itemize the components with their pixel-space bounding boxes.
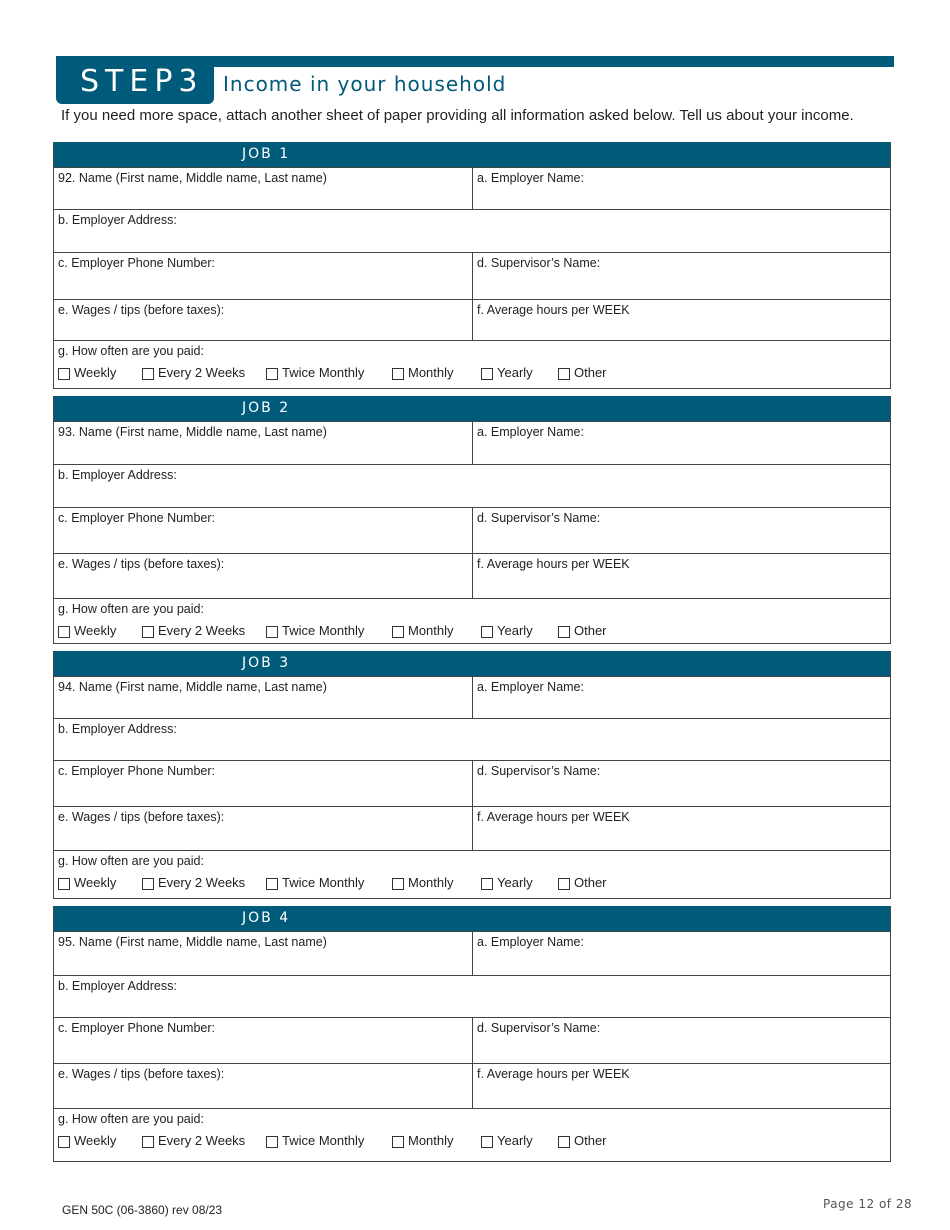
employer-name-label: a. Employer Name: [477, 680, 584, 694]
name-field[interactable] [54, 168, 473, 209]
job-header: JOB 1 [54, 142, 890, 167]
option-yearly[interactable]: Yearly [481, 623, 558, 638]
option-monthly[interactable]: Monthly [392, 1133, 481, 1148]
job-section-4 [53, 906, 891, 1162]
name-field[interactable] [54, 677, 473, 718]
option-weekly[interactable]: Weekly [58, 875, 142, 890]
option-every-2-weeks[interactable]: Every 2 Weeks [142, 365, 266, 380]
job-section-3 [53, 651, 891, 899]
wages-field[interactable] [54, 554, 473, 598]
option-twice-monthly[interactable]: Twice Monthly [266, 623, 392, 638]
option-monthly[interactable]: Monthly [392, 875, 481, 890]
employer-phone-label: c. Employer Phone Number: [58, 1021, 216, 1035]
employer-address-label: b. Employer Address: [58, 213, 177, 227]
page-number: Page 12 of 28 [823, 1197, 913, 1211]
checkbox[interactable] [142, 626, 154, 638]
name-field[interactable] [54, 422, 473, 464]
hours-label: f. Average hours per WEEK [477, 810, 630, 824]
option-every-2-weeks[interactable]: Every 2 Weeks [142, 1133, 266, 1148]
job-header: JOB 4 [54, 906, 890, 931]
option-every-2-weeks[interactable]: Every 2 Weeks [142, 875, 266, 890]
pay-frequency-label: g. How often are you paid: [58, 344, 204, 358]
pay-frequency-label: g. How often are you paid: [58, 602, 204, 616]
checkbox[interactable] [142, 368, 154, 380]
employer-phone-label: c. Employer Phone Number: [58, 256, 216, 270]
supervisor-name-field[interactable] [473, 1018, 890, 1063]
hours-label: f. Average hours per WEEK [477, 303, 630, 317]
option-monthly[interactable]: Monthly [392, 623, 481, 638]
option-yearly[interactable]: Yearly [481, 365, 558, 380]
checkbox[interactable] [58, 878, 70, 890]
checkbox[interactable] [481, 368, 493, 380]
employer-address-label: b. Employer Address: [58, 468, 177, 482]
checkbox[interactable] [558, 1136, 570, 1148]
wages-label: e. Wages / tips (before taxes): [58, 810, 225, 824]
job-header: JOB 2 [54, 396, 890, 421]
employer-phone-field[interactable] [54, 508, 473, 553]
option-other[interactable]: Other [558, 365, 607, 380]
wages-field[interactable] [54, 1064, 473, 1108]
checkbox[interactable] [558, 626, 570, 638]
name-label: 92. Name (First name, Middle name, Last name) [58, 171, 327, 185]
checkbox[interactable] [481, 878, 493, 890]
checkbox[interactable] [58, 1136, 70, 1148]
hours-field[interactable] [473, 1064, 890, 1108]
option-monthly[interactable]: Monthly [392, 365, 481, 380]
checkbox[interactable] [558, 878, 570, 890]
hours-field[interactable] [473, 554, 890, 598]
employer-phone-field[interactable] [54, 761, 473, 806]
checkbox[interactable] [142, 1136, 154, 1148]
employer-address-label: b. Employer Address: [58, 722, 177, 736]
wages-field[interactable] [54, 300, 473, 340]
employer-name-field[interactable] [473, 677, 890, 718]
form-id: GEN 50C (06-3860) rev 08/23 [62, 1203, 223, 1217]
supervisor-name-label: d. Supervisor’s Name: [477, 256, 601, 270]
instructions: If you need more space, attach another sheet of paper providing all information asked below. Tell us about your income. [61, 107, 854, 124]
job-section-2 [53, 396, 891, 644]
checkbox[interactable] [58, 626, 70, 638]
employer-address-label: b. Employer Address: [58, 979, 177, 993]
employer-name-field[interactable] [473, 168, 890, 209]
name-field[interactable] [54, 932, 473, 975]
hours-label: f. Average hours per WEEK [477, 557, 630, 571]
hours-label: f. Average hours per WEEK [477, 1067, 630, 1081]
checkbox[interactable] [392, 878, 404, 890]
name-label: 94. Name (First name, Middle name, Last name) [58, 680, 327, 694]
option-weekly[interactable]: Weekly [58, 623, 142, 638]
checkbox[interactable] [266, 626, 278, 638]
checkbox[interactable] [142, 878, 154, 890]
option-yearly[interactable]: Yearly [481, 1133, 558, 1148]
wages-field[interactable] [54, 807, 473, 850]
checkbox[interactable] [392, 626, 404, 638]
supervisor-name-field[interactable] [473, 253, 890, 299]
job-section-1 [53, 142, 891, 389]
option-twice-monthly[interactable]: Twice Monthly [266, 365, 392, 380]
employer-name-label: a. Employer Name: [477, 425, 584, 439]
employer-name-label: a. Employer Name: [477, 171, 584, 185]
option-other[interactable]: Other [558, 1133, 607, 1148]
employer-address-field[interactable] [54, 465, 890, 507]
employer-address-field[interactable] [54, 719, 890, 760]
pay-frequency-group [54, 341, 890, 388]
option-weekly[interactable]: Weekly [58, 1133, 142, 1148]
employer-name-field[interactable] [473, 932, 890, 975]
checkbox[interactable] [58, 368, 70, 380]
checkbox[interactable] [266, 878, 278, 890]
option-weekly[interactable]: Weekly [58, 365, 142, 380]
wages-label: e. Wages / tips (before taxes): [58, 303, 225, 317]
name-label: 93. Name (First name, Middle name, Last name) [58, 425, 327, 439]
option-twice-monthly[interactable]: Twice Monthly [266, 1133, 392, 1148]
employer-name-field[interactable] [473, 422, 890, 464]
employer-phone-field[interactable] [54, 253, 473, 299]
wages-label: e. Wages / tips (before taxes): [58, 1067, 225, 1081]
employer-address-field[interactable] [54, 210, 890, 252]
supervisor-name-field[interactable] [473, 508, 890, 553]
option-yearly[interactable]: Yearly [481, 875, 558, 890]
wages-label: e. Wages / tips (before taxes): [58, 557, 225, 571]
option-other[interactable]: Other [558, 623, 607, 638]
step-badge: STEP3 [56, 60, 214, 104]
checkbox[interactable] [481, 1136, 493, 1148]
hours-field[interactable] [473, 807, 890, 850]
employer-phone-label: c. Employer Phone Number: [58, 511, 216, 525]
employer-phone-field[interactable] [54, 1018, 473, 1063]
section-title: Income in your household [223, 72, 507, 96]
pay-frequency-label: g. How often are you paid: [58, 1112, 204, 1126]
supervisor-name-label: d. Supervisor’s Name: [477, 1021, 601, 1035]
employer-name-label: a. Employer Name: [477, 935, 584, 949]
checkbox[interactable] [392, 368, 404, 380]
job-header: JOB 3 [54, 651, 890, 676]
option-other[interactable]: Other [558, 875, 607, 890]
name-label: 95. Name (First name, Middle name, Last name) [58, 935, 327, 949]
option-twice-monthly[interactable]: Twice Monthly [266, 875, 392, 890]
supervisor-name-label: d. Supervisor’s Name: [477, 764, 601, 778]
checkbox[interactable] [481, 626, 493, 638]
pay-frequency-group [54, 851, 890, 898]
option-every-2-weeks[interactable]: Every 2 Weeks [142, 623, 266, 638]
checkbox[interactable] [266, 368, 278, 380]
supervisor-name-field[interactable] [473, 761, 890, 806]
employer-address-field[interactable] [54, 976, 890, 1017]
checkbox[interactable] [392, 1136, 404, 1148]
checkbox[interactable] [558, 368, 570, 380]
pay-frequency-group [54, 1109, 890, 1161]
supervisor-name-label: d. Supervisor’s Name: [477, 511, 601, 525]
checkbox[interactable] [266, 1136, 278, 1148]
employer-phone-label: c. Employer Phone Number: [58, 764, 216, 778]
pay-frequency-group [54, 599, 890, 643]
pay-frequency-label: g. How often are you paid: [58, 854, 204, 868]
hours-field[interactable] [473, 300, 890, 340]
